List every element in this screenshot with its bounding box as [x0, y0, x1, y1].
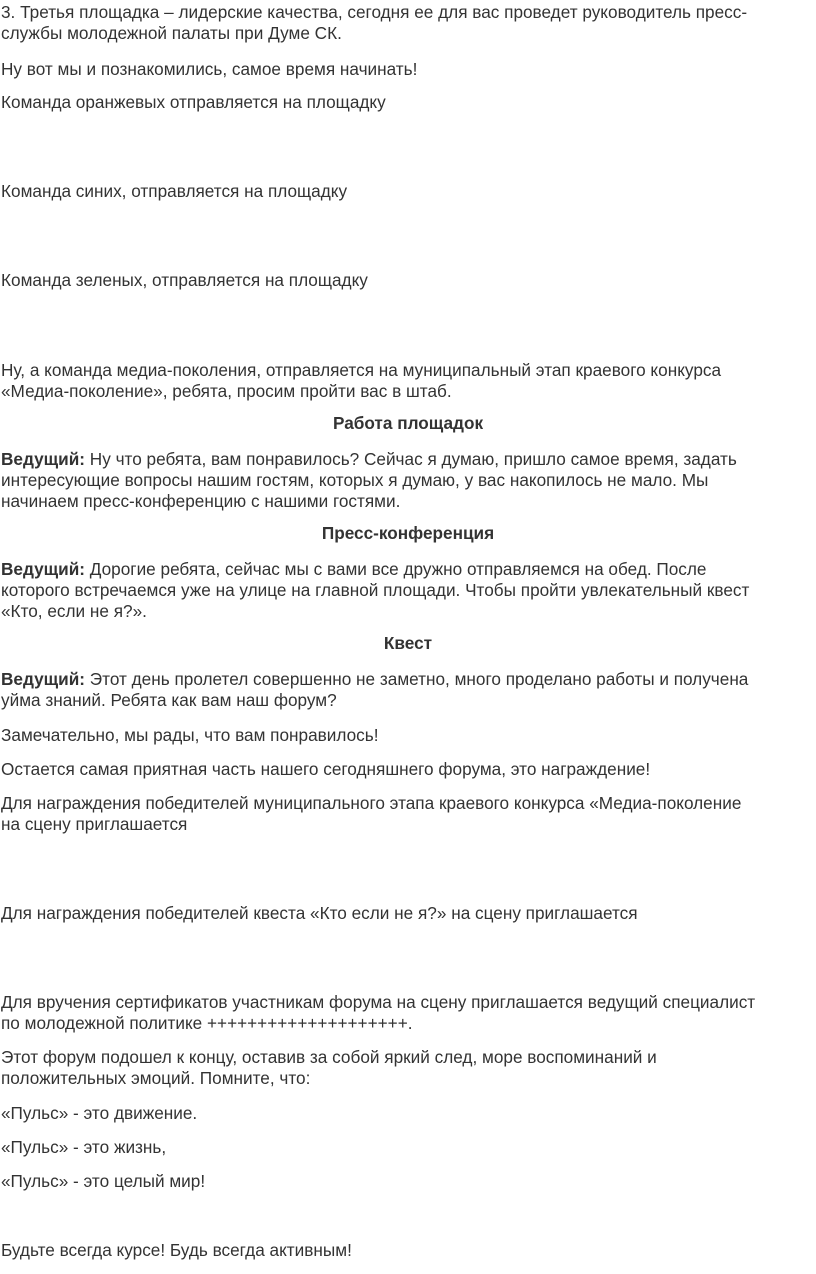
heading-quest: Квест — [383, 633, 433, 653]
paragraph-pulse-movement: «Пульс» - это движение. — [1, 1103, 198, 1123]
speaker-label: Ведущий: — [1, 449, 86, 469]
speaker-label: Ведущий: — [1, 669, 86, 689]
paragraph-green-team: Команда зеленых, отправляется на площадку — [1, 270, 368, 290]
paragraph-text: Ну что ребята, вам понравилось? Сейчас я думаю, пришло самое время, задать интересующие вопросы нашим гостям, которых я думаю, у вас накопилось не мало. Мы начинаем пресс-конференцию с нашими гостями. — [1, 449, 737, 511]
speaker-label: Ведущий: — [1, 559, 86, 579]
paragraph-forum-end: Этот форум подошел к концу, оставив за собой яркий след, море воспоминаний и положительных эмоций. Помните, что: — [1, 1047, 657, 1088]
paragraph-text: Дорогие ребята, сейчас мы с вами все дружно отправляемся на обед. После которого встречаемся уже на улице на главной площади. Чтобы пройти увлекательный квест «Кто, если не я?». — [1, 559, 750, 621]
paragraph-host-day — [1, 669, 813, 711]
paragraph-host-press — [1, 449, 813, 512]
paragraph-pulse-life: «Пульс» - это жизнь, — [1, 1137, 167, 1157]
paragraph-media-winners: Для награждения победителей муниципального этапа краевого конкурса «Медиа-поколение на сцену приглашается — [1, 793, 742, 834]
paragraph-third-platform: 3. Третья площадка – лидерские качества, сегодня ее для вас проведет руководитель пресс- службы молодежной палаты при Думе СК. — [1, 2, 748, 43]
paragraph-wonderful: Замечательно, мы рады, что вам понравилось! — [1, 725, 379, 745]
paragraph-awarding: Остается самая приятная часть нашего сегодняшнего форума, это награждение! — [1, 759, 651, 779]
heading-platforms-work: Работа площадок — [332, 413, 484, 433]
paragraph-text: Этот день пролетел совершенно не заметно, много проделано работы и получена уйма знаний. Ребята как вам наш форум? — [1, 669, 749, 710]
paragraph-media-team: Ну, а команда медиа-поколения, отправляется на муниципальный этап краевого конкурса «Медиа-поколение», ребята, просим пройти вас в штаб. — [1, 360, 722, 401]
paragraph-acquainted: Ну вот мы и познакомились, самое время начинать! — [1, 59, 418, 79]
paragraph-certificates: Для вручения сертификатов участникам форума на сцену приглашается ведущий специалист по молодежной политике ++++++++++++++++++++. — [1, 992, 756, 1033]
paragraph-orange-team: Команда оранжевых отправляется на площадку — [1, 92, 386, 112]
heading-press-conference: Пресс-конференция — [321, 523, 495, 543]
paragraph-be-active: Будьте всегда курсе! Будь всегда активным! — [1, 1240, 352, 1260]
paragraph-pulse-world: «Пульс» - это целый мир! — [1, 1171, 206, 1191]
paragraph-host-lunch — [1, 559, 813, 622]
paragraph-quest-winners: Для награждения победителей квеста «Кто если не я?» на сцену приглашается — [1, 903, 638, 923]
paragraph-blue-team: Команда синих, отправляется на площадку — [1, 181, 348, 201]
